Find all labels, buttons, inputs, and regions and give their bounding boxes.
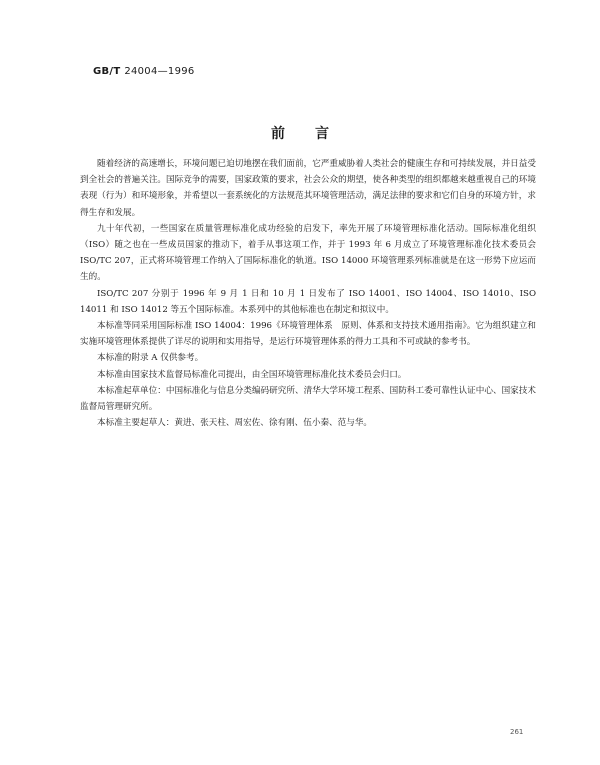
standard-code [93,66,195,77]
paragraph: ISO/TC 207 分别于 1996 年 9 月 1 日和 10 月 1 日发布了 ISO 14001、ISO 14004、ISO 14010、ISO 14011 和 ISO 14012 等五个国际标准。本系列中的其他标准也在制定和拟议中。 [80,288,536,315]
paragraph: 本标准起草单位：中国标准化与信息分类编码研究所、清华大学环境工程系、国防科工委可靠性认证中心、国家技术监督局管理研究所。 [80,385,536,413]
paragraph: 本标准由国家技术监督局标准化司提出，由全国环境管理标准化技术委员会归口。 [97,369,407,380]
paragraph: 本标准等同采用国际标准 ISO 14004：1996《环境管理体系 原则、体系和支持技术通用指南》。它为组织建立和实施环境管理体系提供了详尽的说明和实用指导，是运行环境管理体系的得力工具和不可或缺的参考书。 [80,321,536,348]
page-number: 261 [510,728,524,736]
paragraph: 本标准的附录 A 仅供参考。 [97,353,204,364]
paragraph: 随着经济的高速增长，环境问题已迫切地摆在我们面前，它严重威胁着人类社会的健康生存和可持续发展，并日益受到全社会的普遍关注。国际竞争的需要，国家政策的要求，社会公众的期望，使各种类型的组织都越来越重视自己的环境表现（行为）和环境形象，并希望以一套系统化的方法规范其环境管理活动，满足法律的要求和它们自身的环境方针，求得生存和发展。 [80,159,536,218]
standard-prefix: GB/T [93,66,121,77]
paragraph: 九十年代初，一些国家在质量管理标准化成功经验的启发下，率先开展了环境管理标准化活动。国际标准化组织（ISO）随之也在一些成员国家的推动下，着手从事这项工作，并于 1993 年 6 月成立了环境管理标准化技术委员会 ISO/TC 207，正式将环境管理工作纳入了国际标准化的轨道。ISO 14000 环境管理系列标准就是在这一形势下应运而生的。 [80,223,536,283]
paragraph: 本标准主要起草人：黄进、张天柱、周宏佐、徐有刚、伍小秦、范与华。 [97,418,373,429]
page-title: 前言 [271,126,359,142]
foreword-body [80,156,536,431]
standard-number: 24004—1996 [124,66,195,77]
